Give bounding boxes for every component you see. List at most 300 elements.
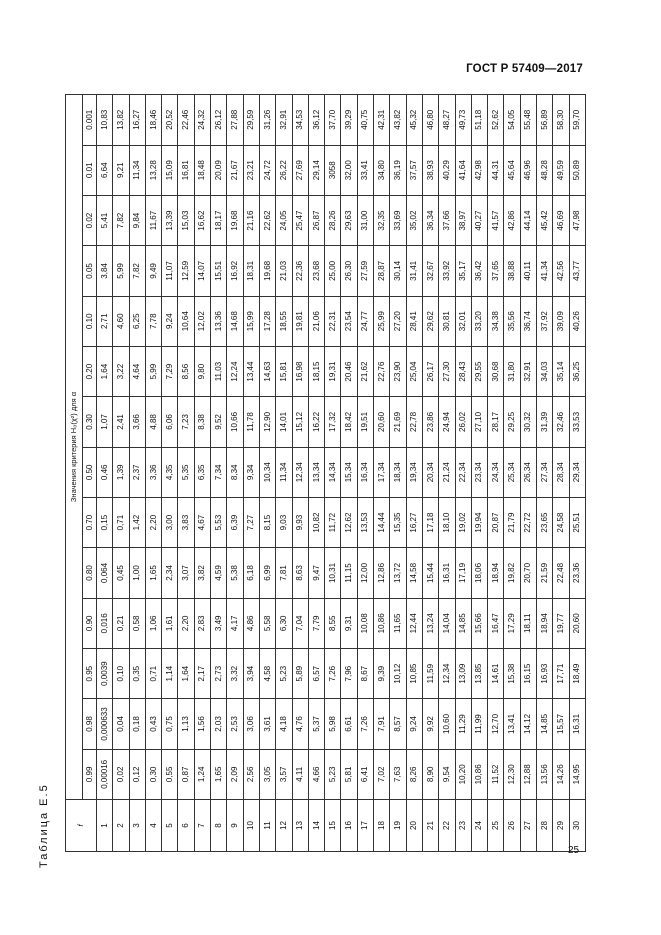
value-cell: 9,24 bbox=[162, 296, 178, 346]
value-cell: 3,05 bbox=[259, 749, 275, 799]
value-cell: 32,01 bbox=[455, 296, 471, 346]
value-cell: 41,34 bbox=[537, 246, 553, 296]
value-cell: 0,064 bbox=[97, 548, 113, 598]
value-cell: 45,32 bbox=[406, 95, 422, 146]
f-cell: 14 bbox=[308, 800, 324, 852]
value-cell: 7,04 bbox=[292, 598, 308, 648]
value-cell: 9,49 bbox=[145, 246, 161, 296]
table-row bbox=[537, 95, 553, 852]
value-cell: 9,47 bbox=[308, 548, 324, 598]
value-cell: 1,42 bbox=[129, 497, 145, 547]
value-cell: 3,82 bbox=[194, 548, 210, 598]
value-cell: 15,09 bbox=[162, 145, 178, 195]
value-cell: 40,11 bbox=[520, 246, 536, 296]
value-cell: 25,34 bbox=[504, 447, 520, 497]
value-cell: 22,72 bbox=[520, 497, 536, 547]
value-cell: 20,60 bbox=[374, 397, 390, 447]
value-cell: 11,07 bbox=[162, 246, 178, 296]
value-cell: 8,63 bbox=[292, 548, 308, 598]
value-cell: 12,30 bbox=[504, 749, 520, 799]
value-cell: 35,02 bbox=[406, 195, 422, 245]
alpha-group-header: Значения критерия H₀(χ²) для α bbox=[66, 95, 83, 800]
table-row bbox=[569, 95, 585, 852]
value-cell: 12,88 bbox=[520, 749, 536, 799]
value-cell: 3,00 bbox=[162, 497, 178, 547]
value-cell: 18,94 bbox=[488, 548, 504, 598]
value-cell: 10,12 bbox=[390, 648, 406, 698]
value-cell: 3,84 bbox=[97, 246, 113, 296]
value-cell: 24,94 bbox=[439, 397, 455, 447]
value-cell: 43,82 bbox=[390, 95, 406, 146]
value-cell: 16,92 bbox=[227, 246, 243, 296]
table-row bbox=[292, 95, 308, 852]
value-cell: 27,10 bbox=[471, 397, 487, 447]
value-cell: 12,24 bbox=[227, 346, 243, 396]
f-cell: 6 bbox=[178, 800, 194, 852]
value-cell: 55,48 bbox=[520, 95, 536, 146]
table-body bbox=[97, 95, 586, 852]
value-cell: 25,99 bbox=[374, 296, 390, 346]
value-cell: 20,87 bbox=[488, 497, 504, 547]
f-cell: 16 bbox=[341, 800, 357, 852]
value-cell: 0,55 bbox=[162, 749, 178, 799]
value-cell: 36,74 bbox=[520, 296, 536, 346]
value-cell: 9,84 bbox=[129, 195, 145, 245]
value-cell: 17,32 bbox=[325, 397, 341, 447]
value-cell: 26,87 bbox=[308, 195, 324, 245]
f-cell: 7 bbox=[194, 800, 210, 852]
value-cell: 12,90 bbox=[259, 397, 275, 447]
table-row bbox=[194, 95, 210, 852]
alpha-header: 0.05 bbox=[83, 246, 97, 296]
value-cell: 12,70 bbox=[488, 699, 504, 749]
value-cell: 23,86 bbox=[422, 397, 438, 447]
f-cell: 10 bbox=[243, 800, 259, 852]
value-cell: 29,14 bbox=[308, 145, 324, 195]
value-cell: 0,000633 bbox=[97, 699, 113, 749]
value-cell: 6,99 bbox=[259, 548, 275, 598]
value-cell: 19,77 bbox=[553, 598, 569, 648]
value-cell: 3,36 bbox=[145, 447, 161, 497]
value-cell: 33,53 bbox=[569, 397, 585, 447]
f-cell: 3 bbox=[129, 800, 145, 852]
value-cell: 7,34 bbox=[211, 447, 227, 497]
value-cell: 21,24 bbox=[439, 447, 455, 497]
value-cell: 2,73 bbox=[211, 648, 227, 698]
value-cell: 5,23 bbox=[325, 749, 341, 799]
value-cell: 6,39 bbox=[227, 497, 243, 547]
value-cell: 28,41 bbox=[406, 296, 422, 346]
value-cell: 2,03 bbox=[211, 699, 227, 749]
value-cell: 1,65 bbox=[211, 749, 227, 799]
f-cell: 11 bbox=[259, 800, 275, 852]
value-cell: 13,28 bbox=[145, 145, 161, 195]
value-cell: 13,36 bbox=[211, 296, 227, 346]
value-cell: 0,016 bbox=[97, 598, 113, 648]
rotated-table-container bbox=[65, 94, 580, 852]
value-cell: 0,10 bbox=[113, 648, 129, 698]
f-cell: 24 bbox=[471, 800, 487, 852]
f-cell: 30 bbox=[569, 800, 585, 852]
f-cell: 25 bbox=[488, 800, 504, 852]
value-cell: 3,61 bbox=[259, 699, 275, 749]
value-cell: 52,62 bbox=[488, 95, 504, 146]
value-cell: 5,37 bbox=[308, 699, 324, 749]
value-cell: 17,71 bbox=[553, 648, 569, 698]
chi-square-table bbox=[65, 94, 586, 852]
value-cell: 23,90 bbox=[390, 346, 406, 396]
value-cell: 29,55 bbox=[471, 346, 487, 396]
value-cell: 10,83 bbox=[97, 95, 113, 146]
value-cell: 28,43 bbox=[455, 346, 471, 396]
value-cell: 15,35 bbox=[390, 497, 406, 547]
value-cell: 4,64 bbox=[129, 346, 145, 396]
value-cell: 32,67 bbox=[422, 246, 438, 296]
value-cell: 28,87 bbox=[374, 246, 390, 296]
value-cell: 7,29 bbox=[162, 346, 178, 396]
value-cell: 13,72 bbox=[390, 548, 406, 598]
alpha-header: 0.90 bbox=[83, 598, 97, 648]
alpha-header: 0.95 bbox=[83, 648, 97, 698]
value-cell: 46,80 bbox=[422, 95, 438, 146]
value-cell: 11,65 bbox=[390, 598, 406, 648]
value-cell: 8,15 bbox=[259, 497, 275, 547]
value-cell: 8,57 bbox=[390, 699, 406, 749]
alpha-header: 0.10 bbox=[83, 296, 97, 346]
value-cell: 5,53 bbox=[211, 497, 227, 547]
value-cell: 7,78 bbox=[145, 296, 161, 346]
value-cell: 46,69 bbox=[553, 195, 569, 245]
value-cell: 7,79 bbox=[308, 598, 324, 648]
value-cell: 11,67 bbox=[145, 195, 161, 245]
value-cell: 37,70 bbox=[325, 95, 341, 146]
value-cell: 5,35 bbox=[178, 447, 194, 497]
value-cell: 26,12 bbox=[211, 95, 227, 146]
value-cell: 2,83 bbox=[194, 598, 210, 648]
value-cell: 11,72 bbox=[325, 497, 341, 547]
value-cell: 17,18 bbox=[422, 497, 438, 547]
value-cell: 42,86 bbox=[504, 195, 520, 245]
value-cell: 19,34 bbox=[406, 447, 422, 497]
value-cell: 18,55 bbox=[276, 296, 292, 346]
value-cell: 14,12 bbox=[520, 699, 536, 749]
value-cell: 6,25 bbox=[129, 296, 145, 346]
value-cell: 4,67 bbox=[194, 497, 210, 547]
alpha-header: 0.99 bbox=[83, 749, 97, 799]
value-cell: 13,41 bbox=[504, 699, 520, 749]
value-cell: 24,05 bbox=[276, 195, 292, 245]
value-cell: 22,34 bbox=[455, 447, 471, 497]
value-cell: 30,81 bbox=[439, 296, 455, 346]
value-cell: 48,28 bbox=[537, 145, 553, 195]
value-cell: 40,27 bbox=[471, 195, 487, 245]
value-cell: 33,20 bbox=[471, 296, 487, 346]
value-cell: 19,31 bbox=[325, 346, 341, 396]
value-cell: 18,94 bbox=[537, 598, 553, 648]
f-cell: 15 bbox=[325, 800, 341, 852]
value-cell: 15,34 bbox=[341, 447, 357, 497]
value-cell: 22,36 bbox=[292, 246, 308, 296]
value-cell: 7,82 bbox=[113, 195, 129, 245]
value-cell: 5,99 bbox=[145, 346, 161, 396]
value-cell: 42,98 bbox=[471, 145, 487, 195]
value-cell: 19,94 bbox=[471, 497, 487, 547]
f-cell: 26 bbox=[504, 800, 520, 852]
f-cell: 23 bbox=[455, 800, 471, 852]
value-cell: 20,52 bbox=[162, 95, 178, 146]
value-cell: 7,63 bbox=[390, 749, 406, 799]
value-cell: 5,38 bbox=[227, 548, 243, 598]
f-cell: 29 bbox=[553, 800, 569, 852]
value-cell: 7,26 bbox=[325, 648, 341, 698]
value-cell: 22,48 bbox=[553, 548, 569, 598]
value-cell: 4,60 bbox=[113, 296, 129, 346]
value-cell: 29,34 bbox=[569, 447, 585, 497]
value-cell: 10,82 bbox=[308, 497, 324, 547]
table-row bbox=[488, 95, 504, 852]
value-cell: 16,47 bbox=[488, 598, 504, 648]
table-row bbox=[390, 95, 406, 852]
alpha-header: 0.02 bbox=[83, 195, 97, 245]
value-cell: 14,85 bbox=[455, 598, 471, 648]
value-cell: 10,66 bbox=[227, 397, 243, 447]
value-cell: 5,99 bbox=[113, 246, 129, 296]
value-cell: 2,53 bbox=[227, 699, 243, 749]
value-cell: 0,30 bbox=[145, 749, 161, 799]
table-row bbox=[455, 95, 471, 852]
value-cell: 36,34 bbox=[422, 195, 438, 245]
alpha-header: 0.98 bbox=[83, 699, 97, 749]
value-cell: 7,27 bbox=[243, 497, 259, 547]
value-cell: 11,34 bbox=[129, 145, 145, 195]
value-cell: 18,17 bbox=[211, 195, 227, 245]
value-cell: 8,90 bbox=[422, 749, 438, 799]
value-cell: 24,72 bbox=[259, 145, 275, 195]
value-cell: 1,65 bbox=[145, 548, 161, 598]
value-cell: 8,26 bbox=[406, 749, 422, 799]
value-cell: 11,99 bbox=[471, 699, 487, 749]
f-cell: 17 bbox=[357, 800, 373, 852]
value-cell: 18,42 bbox=[341, 397, 357, 447]
value-cell: 49,59 bbox=[553, 145, 569, 195]
value-cell: 1,06 bbox=[145, 598, 161, 648]
table-row bbox=[113, 95, 129, 852]
value-cell: 2,09 bbox=[227, 749, 243, 799]
value-cell: 4,18 bbox=[276, 699, 292, 749]
value-cell: 35,17 bbox=[455, 246, 471, 296]
value-cell: 0,21 bbox=[113, 598, 129, 648]
f-cell: 1 bbox=[97, 800, 113, 852]
table-row bbox=[276, 95, 292, 852]
value-cell: 23,54 bbox=[341, 296, 357, 346]
value-cell: 15,51 bbox=[211, 246, 227, 296]
value-cell: 6,35 bbox=[194, 447, 210, 497]
value-cell: 22,76 bbox=[374, 346, 390, 396]
value-cell: 16,98 bbox=[292, 346, 308, 396]
value-cell: 14,58 bbox=[406, 548, 422, 598]
value-cell: 0,00016 bbox=[97, 749, 113, 799]
value-cell: 34,53 bbox=[292, 95, 308, 146]
value-cell: 8,56 bbox=[178, 346, 194, 396]
value-cell: 27,88 bbox=[227, 95, 243, 146]
table-row bbox=[243, 95, 259, 852]
value-cell: 7,91 bbox=[374, 699, 390, 749]
value-cell: 34,38 bbox=[488, 296, 504, 346]
value-cell: 0,87 bbox=[178, 749, 194, 799]
value-cell: 8,67 bbox=[357, 648, 373, 698]
value-cell: 36,25 bbox=[569, 346, 585, 396]
value-cell: 18,49 bbox=[569, 648, 585, 698]
value-cell: 6,30 bbox=[276, 598, 292, 648]
table-row bbox=[504, 95, 520, 852]
value-cell: 9,34 bbox=[243, 447, 259, 497]
value-cell: 13,44 bbox=[243, 346, 259, 396]
value-cell: 7,96 bbox=[341, 648, 357, 698]
value-cell: 8,55 bbox=[325, 598, 341, 648]
value-cell: 26,02 bbox=[455, 397, 471, 447]
value-cell: 3,06 bbox=[243, 699, 259, 749]
value-cell: 12,02 bbox=[194, 296, 210, 346]
value-cell: 43,77 bbox=[569, 246, 585, 296]
value-cell: 18,31 bbox=[243, 246, 259, 296]
value-cell: 7,02 bbox=[374, 749, 390, 799]
value-cell: 14,07 bbox=[194, 246, 210, 296]
value-cell: 38,88 bbox=[504, 246, 520, 296]
value-cell: 42,56 bbox=[553, 246, 569, 296]
table-row bbox=[374, 95, 390, 852]
f-cell: 4 bbox=[145, 800, 161, 852]
value-cell: 36,19 bbox=[390, 145, 406, 195]
value-cell: 21,69 bbox=[390, 397, 406, 447]
table-row bbox=[145, 95, 161, 852]
value-cell: 18,10 bbox=[439, 497, 455, 547]
value-cell: 11,52 bbox=[488, 749, 504, 799]
value-cell: 4,35 bbox=[162, 447, 178, 497]
value-cell: 3,07 bbox=[178, 548, 194, 598]
value-cell: 14,61 bbox=[488, 648, 504, 698]
value-cell: 12,59 bbox=[178, 246, 194, 296]
value-cell: 6,18 bbox=[243, 548, 259, 598]
value-cell: 14,63 bbox=[259, 346, 275, 396]
value-cell: 1,56 bbox=[194, 699, 210, 749]
value-cell: 10,60 bbox=[439, 699, 455, 749]
value-cell: 10,34 bbox=[259, 447, 275, 497]
value-cell: 37,65 bbox=[488, 246, 504, 296]
value-cell: 33,69 bbox=[390, 195, 406, 245]
value-cell: 29,63 bbox=[341, 195, 357, 245]
value-cell: 13,82 bbox=[113, 95, 129, 146]
f-cell: 8 bbox=[211, 800, 227, 852]
value-cell: 23,34 bbox=[471, 447, 487, 497]
f-cell: 20 bbox=[406, 800, 422, 852]
value-cell: 1,64 bbox=[178, 648, 194, 698]
value-cell: 9,80 bbox=[194, 346, 210, 396]
alpha-header: 0.50 bbox=[83, 447, 97, 497]
value-cell: 16,62 bbox=[194, 195, 210, 245]
value-cell: 28,17 bbox=[488, 397, 504, 447]
value-cell: 14,95 bbox=[569, 749, 585, 799]
value-cell: 16,31 bbox=[569, 699, 585, 749]
value-cell: 35,56 bbox=[504, 296, 520, 346]
value-cell: 30,14 bbox=[390, 246, 406, 296]
f-cell: 22 bbox=[439, 800, 455, 852]
value-cell: 13,39 bbox=[162, 195, 178, 245]
value-cell: 9,21 bbox=[113, 145, 129, 195]
table-row bbox=[227, 95, 243, 852]
f-cell: 2 bbox=[113, 800, 129, 852]
value-cell: 6,61 bbox=[341, 699, 357, 749]
value-cell: 9,92 bbox=[422, 699, 438, 749]
value-cell: 45,42 bbox=[537, 195, 553, 245]
value-cell: 0,71 bbox=[113, 497, 129, 547]
value-cell: 18,48 bbox=[194, 145, 210, 195]
value-cell: 7,23 bbox=[178, 397, 194, 447]
value-cell: 0,71 bbox=[145, 648, 161, 698]
value-cell: 23,68 bbox=[308, 246, 324, 296]
table-caption: Таблица Е.5 bbox=[38, 783, 50, 868]
value-cell: 33,41 bbox=[357, 145, 373, 195]
value-cell: 38,97 bbox=[455, 195, 471, 245]
table-row bbox=[341, 95, 357, 852]
table-row bbox=[162, 95, 178, 852]
value-cell: 27,34 bbox=[537, 447, 553, 497]
value-cell: 9,03 bbox=[276, 497, 292, 547]
value-cell: 41,64 bbox=[455, 145, 471, 195]
value-cell: 5,23 bbox=[276, 648, 292, 698]
value-cell: 16,81 bbox=[178, 145, 194, 195]
table-row bbox=[129, 95, 145, 852]
value-cell: 54,05 bbox=[504, 95, 520, 146]
value-cell: 20,70 bbox=[520, 548, 536, 598]
value-cell: 3,57 bbox=[276, 749, 292, 799]
value-cell: 10,08 bbox=[357, 598, 373, 648]
alpha-header: 0.70 bbox=[83, 497, 97, 547]
value-cell: 12,00 bbox=[357, 548, 373, 598]
value-cell: 7,81 bbox=[276, 548, 292, 598]
value-cell: 16,34 bbox=[357, 447, 373, 497]
value-cell: 15,38 bbox=[504, 648, 520, 698]
value-cell: 19,68 bbox=[259, 246, 275, 296]
value-cell: 2,34 bbox=[162, 548, 178, 598]
page-number: 25 bbox=[568, 845, 580, 856]
value-cell: 18,46 bbox=[145, 95, 161, 146]
value-cell: 27,59 bbox=[357, 246, 373, 296]
value-cell: 39,29 bbox=[341, 95, 357, 146]
value-cell: 4,76 bbox=[292, 699, 308, 749]
value-cell: 9,39 bbox=[374, 648, 390, 698]
value-cell: 39,09 bbox=[553, 296, 569, 346]
value-cell: 7,82 bbox=[129, 246, 145, 296]
value-cell: 32,46 bbox=[553, 397, 569, 447]
value-cell: 17,34 bbox=[374, 447, 390, 497]
value-cell: 22,78 bbox=[406, 397, 422, 447]
value-cell: 20,09 bbox=[211, 145, 227, 195]
value-cell: 32,35 bbox=[374, 195, 390, 245]
f-cell: 12 bbox=[276, 800, 292, 852]
value-cell: 1,61 bbox=[162, 598, 178, 648]
value-cell: 10,85 bbox=[406, 648, 422, 698]
value-cell: 9,54 bbox=[439, 749, 455, 799]
value-cell: 9,31 bbox=[341, 598, 357, 648]
value-cell: 9,24 bbox=[406, 699, 422, 749]
value-cell: 13,09 bbox=[455, 648, 471, 698]
value-cell: 27,30 bbox=[439, 346, 455, 396]
value-cell: 2,56 bbox=[243, 749, 259, 799]
value-cell: 21,06 bbox=[308, 296, 324, 346]
value-cell: 13,34 bbox=[308, 447, 324, 497]
value-cell: 1,07 bbox=[97, 397, 113, 447]
value-cell: 19,81 bbox=[292, 296, 308, 346]
